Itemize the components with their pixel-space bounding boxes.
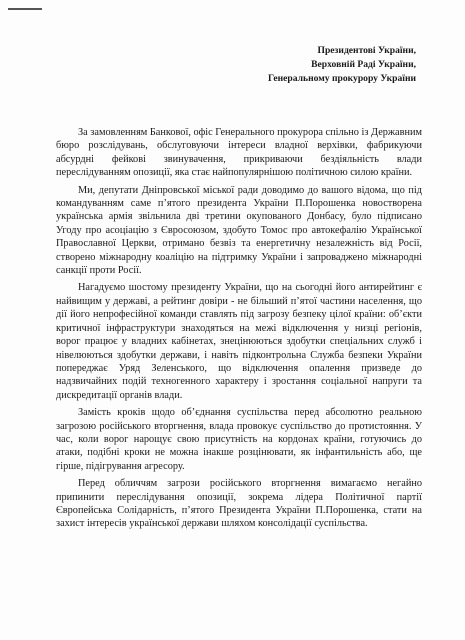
corner-mark <box>8 8 42 10</box>
addressee-president: Президентові України, <box>317 45 416 56</box>
addressee-prosecutor: Генеральному прокурору України <box>268 73 416 84</box>
paragraph: Перед обличчям загрози російського вторгнення вимагаємо негайно припинити переслідування опозиції, зокрема лідера Політичної партії Європейська Солідарність, п’ятого Президента України П.Порошенка, стати на захист інтересів української держави шляхом консолідації суспільства. <box>56 478 422 530</box>
addressee-block <box>268 44 416 86</box>
paragraph: Замість кроків щодо об’єднання суспільства перед абсолютно реальною загрозою російського вторгнення, влада провокує суспільство до протистояння. У час, коли ворог нарощує свою присутність на кордонах країни, готуючись до атаки, подібні кроки не можна інакше розцінювати, як інфантильність або, ще гірше, підігрування агресору. <box>56 407 422 472</box>
paragraph: Нагадуємо шостому президенту України, що на сьогодні його антирейтинг є найвищим у державі, а рейтинг довіри - не більший п’ятої частини населення, що дії його непрофесійної команди ставлять під загрозу безпеку цілої країни: об’єкти критичної інфраструктури знаходяться на межі відключення у низці регіонів, ворог працює у владних кабінетах, знецінюються здобутки спеціальних служб і нівелюються здобутки держави, і навіть підконтрольна Служба безпеки України попереджає Уряд Зеленського, що відключення опалення призведе до надзвичайних подій техногенного характеру і зростання соціальної напруги та дискредитації органів влади. <box>56 282 422 401</box>
paragraph: За замовленням Банкової, офіс Генерального прокурора спільно із Державним бюро розслідувань, обслуговуючи інтереси владної верхівки, фабрикуючи абсурдні фейкові звинувачення, прикриваючи бездіяльність влади переслідуванням опозиції, яка стає найпопулярнішою політичною силою країни. <box>56 127 422 179</box>
addressee-parliament: Верховній Раді України, <box>311 59 416 70</box>
paragraph: Ми, депутати Дніпровської міської ради доводимо до вашого відома, що під командуванням саме п’ятого президента України П.Порошенка новостворена українська армія звільнила дві третини окупованого Донбасу, було підписано Угоду про асоціацію з Євросоюзом, здобуто Томос про автокефалію Української Православної Церкви, отримано безвіз та енергетичну незалежність від Росії, створено міжнародну коаліцію на підтримку України і запроваджено міжнародні санкції проти Росії. <box>56 184 422 277</box>
letter-body <box>56 126 422 535</box>
